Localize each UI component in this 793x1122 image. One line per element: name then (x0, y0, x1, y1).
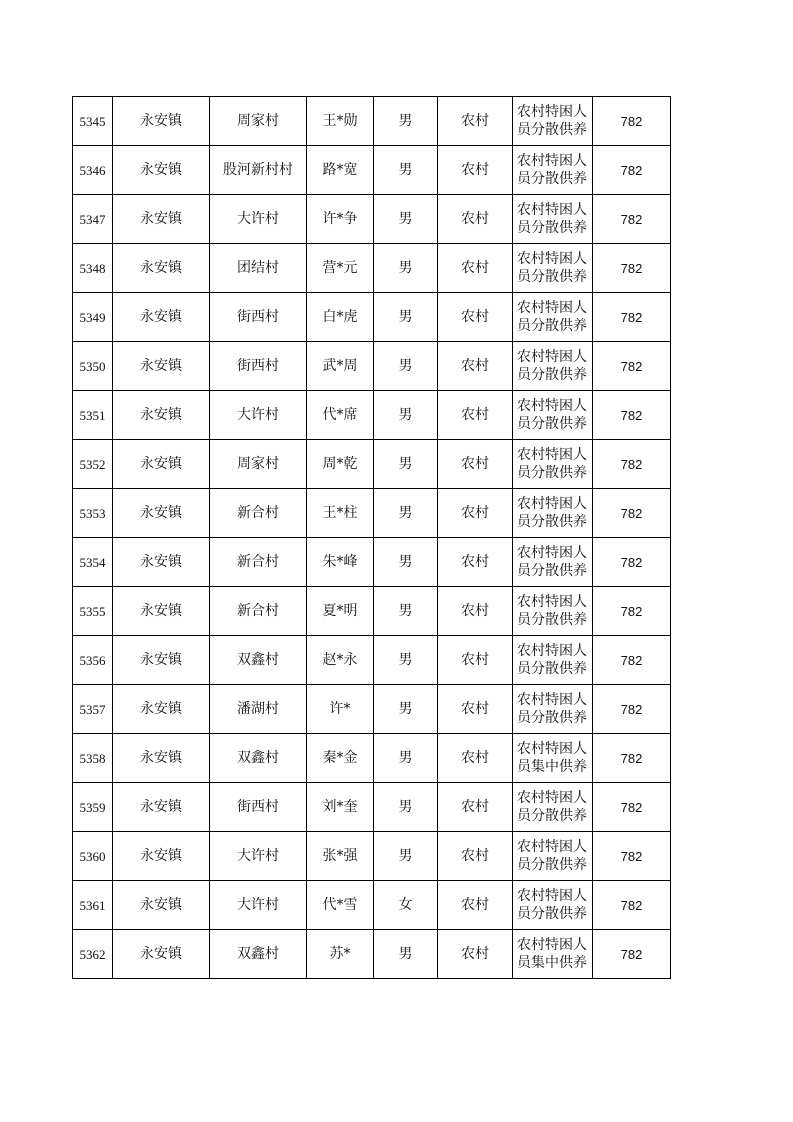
row-number-cell: 5359 (73, 783, 113, 832)
row-number-cell: 5354 (73, 538, 113, 587)
amount-cell: 782 (593, 832, 671, 881)
person-name-cell: 秦*金 (307, 734, 374, 783)
village-cell: 大许村 (210, 832, 307, 881)
support-category-cell (513, 195, 593, 244)
amount-cell: 782 (593, 391, 671, 440)
village-cell: 双鑫村 (210, 930, 307, 979)
table-row (73, 391, 671, 440)
support-category-text: 农村特困人员分散供养 (517, 104, 587, 138)
household-type-cell: 农村 (438, 783, 513, 832)
gender-cell: 男 (374, 195, 438, 244)
row-number-cell: 5358 (73, 734, 113, 783)
household-type-cell: 农村 (438, 636, 513, 685)
town-cell: 永安镇 (113, 783, 210, 832)
household-type-cell: 农村 (438, 293, 513, 342)
village-cell: 大许村 (210, 195, 307, 244)
person-name-cell: 王*勋 (307, 97, 374, 146)
gender-cell: 男 (374, 587, 438, 636)
row-number-cell: 5360 (73, 832, 113, 881)
table-row (73, 930, 671, 979)
gender-cell: 男 (374, 342, 438, 391)
support-category-text: 农村特困人员集中供养 (517, 741, 587, 775)
support-category-cell (513, 587, 593, 636)
table-body (73, 97, 671, 979)
amount-cell: 782 (593, 195, 671, 244)
gender-cell: 男 (374, 783, 438, 832)
row-number-cell: 5357 (73, 685, 113, 734)
village-cell: 周家村 (210, 97, 307, 146)
gender-cell: 男 (374, 244, 438, 293)
support-category-cell (513, 538, 593, 587)
town-cell: 永安镇 (113, 636, 210, 685)
support-category-cell (513, 293, 593, 342)
support-category-cell (513, 97, 593, 146)
amount-cell: 782 (593, 587, 671, 636)
support-category-cell (513, 489, 593, 538)
village-cell: 大许村 (210, 391, 307, 440)
table-row (73, 832, 671, 881)
household-type-cell: 农村 (438, 244, 513, 293)
row-number-cell: 5361 (73, 881, 113, 930)
village-cell: 股河新村村 (210, 146, 307, 195)
person-name-cell: 朱*峰 (307, 538, 374, 587)
row-number-cell: 5349 (73, 293, 113, 342)
support-category-text: 农村特困人员分散供养 (517, 300, 587, 334)
support-category-text: 农村特困人员分散供养 (517, 447, 587, 481)
support-category-text: 农村特困人员分散供养 (517, 398, 587, 432)
household-type-cell: 农村 (438, 832, 513, 881)
town-cell: 永安镇 (113, 195, 210, 244)
support-category-text: 农村特困人员分散供养 (517, 839, 587, 873)
town-cell: 永安镇 (113, 293, 210, 342)
row-number-cell: 5345 (73, 97, 113, 146)
row-number-cell: 5348 (73, 244, 113, 293)
person-name-cell: 张*强 (307, 832, 374, 881)
amount-cell: 782 (593, 538, 671, 587)
town-cell: 永安镇 (113, 440, 210, 489)
town-cell: 永安镇 (113, 391, 210, 440)
row-number-cell: 5351 (73, 391, 113, 440)
village-cell: 双鑫村 (210, 636, 307, 685)
person-name-cell: 王*柱 (307, 489, 374, 538)
row-number-cell: 5346 (73, 146, 113, 195)
gender-cell: 男 (374, 930, 438, 979)
household-type-cell: 农村 (438, 881, 513, 930)
gender-cell: 男 (374, 734, 438, 783)
gender-cell: 男 (374, 97, 438, 146)
row-number-cell: 5362 (73, 930, 113, 979)
town-cell: 永安镇 (113, 734, 210, 783)
gender-cell: 女 (374, 881, 438, 930)
gender-cell: 男 (374, 489, 438, 538)
table-row (73, 734, 671, 783)
support-category-text: 农村特困人员分散供养 (517, 888, 587, 922)
support-category-cell (513, 342, 593, 391)
person-name-cell: 夏*明 (307, 587, 374, 636)
table-row (73, 489, 671, 538)
town-cell: 永安镇 (113, 587, 210, 636)
household-type-cell: 农村 (438, 930, 513, 979)
amount-cell: 782 (593, 244, 671, 293)
amount-cell: 782 (593, 881, 671, 930)
household-type-cell: 农村 (438, 587, 513, 636)
village-cell: 街西村 (210, 293, 307, 342)
town-cell: 永安镇 (113, 538, 210, 587)
person-name-cell: 苏* (307, 930, 374, 979)
table-row (73, 293, 671, 342)
amount-cell: 782 (593, 636, 671, 685)
town-cell: 永安镇 (113, 489, 210, 538)
village-cell: 新合村 (210, 587, 307, 636)
amount-cell: 782 (593, 97, 671, 146)
village-cell: 街西村 (210, 783, 307, 832)
table-row (73, 146, 671, 195)
household-type-cell: 农村 (438, 195, 513, 244)
town-cell: 永安镇 (113, 881, 210, 930)
amount-cell: 782 (593, 783, 671, 832)
village-cell: 潘湖村 (210, 685, 307, 734)
table-row (73, 538, 671, 587)
gender-cell: 男 (374, 538, 438, 587)
person-name-cell: 武*周 (307, 342, 374, 391)
gender-cell: 男 (374, 636, 438, 685)
household-type-cell: 农村 (438, 440, 513, 489)
gender-cell: 男 (374, 293, 438, 342)
amount-cell: 782 (593, 930, 671, 979)
support-category-text: 农村特困人员分散供养 (517, 202, 587, 236)
person-name-cell: 刘*奎 (307, 783, 374, 832)
row-number-cell: 5350 (73, 342, 113, 391)
gender-cell: 男 (374, 685, 438, 734)
support-category-text: 农村特困人员分散供养 (517, 594, 587, 628)
person-name-cell: 许*争 (307, 195, 374, 244)
amount-cell: 782 (593, 440, 671, 489)
town-cell: 永安镇 (113, 97, 210, 146)
row-number-cell: 5352 (73, 440, 113, 489)
household-type-cell: 农村 (438, 146, 513, 195)
household-type-cell: 农村 (438, 391, 513, 440)
row-number-cell: 5353 (73, 489, 113, 538)
amount-cell: 782 (593, 146, 671, 195)
support-category-text: 农村特困人员分散供养 (517, 692, 587, 726)
household-type-cell: 农村 (438, 97, 513, 146)
village-cell: 大许村 (210, 881, 307, 930)
table-row (73, 440, 671, 489)
support-category-cell (513, 832, 593, 881)
town-cell: 永安镇 (113, 832, 210, 881)
support-category-text: 农村特困人员分散供养 (517, 251, 587, 285)
person-name-cell: 白*虎 (307, 293, 374, 342)
support-category-text: 农村特困人员集中供养 (517, 937, 587, 971)
table-row (73, 587, 671, 636)
person-name-cell: 许* (307, 685, 374, 734)
household-type-cell: 农村 (438, 538, 513, 587)
support-category-text: 农村特困人员分散供养 (517, 349, 587, 383)
table-row (73, 685, 671, 734)
person-name-cell: 代*雪 (307, 881, 374, 930)
support-category-cell (513, 930, 593, 979)
gender-cell: 男 (374, 832, 438, 881)
table-row (73, 636, 671, 685)
town-cell: 永安镇 (113, 930, 210, 979)
roster-table (72, 96, 671, 979)
person-name-cell: 赵*永 (307, 636, 374, 685)
amount-cell: 782 (593, 342, 671, 391)
table-row (73, 97, 671, 146)
support-category-text: 农村特困人员分散供养 (517, 153, 587, 187)
village-cell: 街西村 (210, 342, 307, 391)
gender-cell: 男 (374, 440, 438, 489)
support-category-cell (513, 440, 593, 489)
amount-cell: 782 (593, 685, 671, 734)
amount-cell: 782 (593, 734, 671, 783)
town-cell: 永安镇 (113, 685, 210, 734)
support-category-cell (513, 146, 593, 195)
person-name-cell: 路*宽 (307, 146, 374, 195)
support-category-cell (513, 244, 593, 293)
person-name-cell: 营*元 (307, 244, 374, 293)
household-type-cell: 农村 (438, 489, 513, 538)
support-category-cell (513, 783, 593, 832)
table-row (73, 783, 671, 832)
row-number-cell: 5356 (73, 636, 113, 685)
town-cell: 永安镇 (113, 342, 210, 391)
village-cell: 新合村 (210, 538, 307, 587)
town-cell: 永安镇 (113, 244, 210, 293)
row-number-cell: 5355 (73, 587, 113, 636)
household-type-cell: 农村 (438, 685, 513, 734)
table-row (73, 342, 671, 391)
table-row (73, 244, 671, 293)
person-name-cell: 代*席 (307, 391, 374, 440)
support-category-cell (513, 636, 593, 685)
support-category-text: 农村特困人员分散供养 (517, 790, 587, 824)
person-name-cell: 周*乾 (307, 440, 374, 489)
village-cell: 周家村 (210, 440, 307, 489)
amount-cell: 782 (593, 489, 671, 538)
support-category-cell (513, 734, 593, 783)
village-cell: 新合村 (210, 489, 307, 538)
support-category-cell (513, 685, 593, 734)
support-category-cell (513, 391, 593, 440)
table-row (73, 195, 671, 244)
table-row (73, 881, 671, 930)
amount-cell: 782 (593, 293, 671, 342)
support-category-cell (513, 881, 593, 930)
gender-cell: 男 (374, 146, 438, 195)
support-category-text: 农村特困人员分散供养 (517, 643, 587, 677)
support-category-text: 农村特困人员分散供养 (517, 496, 587, 530)
gender-cell: 男 (374, 391, 438, 440)
household-type-cell: 农村 (438, 342, 513, 391)
row-number-cell: 5347 (73, 195, 113, 244)
support-category-text: 农村特困人员分散供养 (517, 545, 587, 579)
village-cell: 团结村 (210, 244, 307, 293)
village-cell: 双鑫村 (210, 734, 307, 783)
town-cell: 永安镇 (113, 146, 210, 195)
household-type-cell: 农村 (438, 734, 513, 783)
